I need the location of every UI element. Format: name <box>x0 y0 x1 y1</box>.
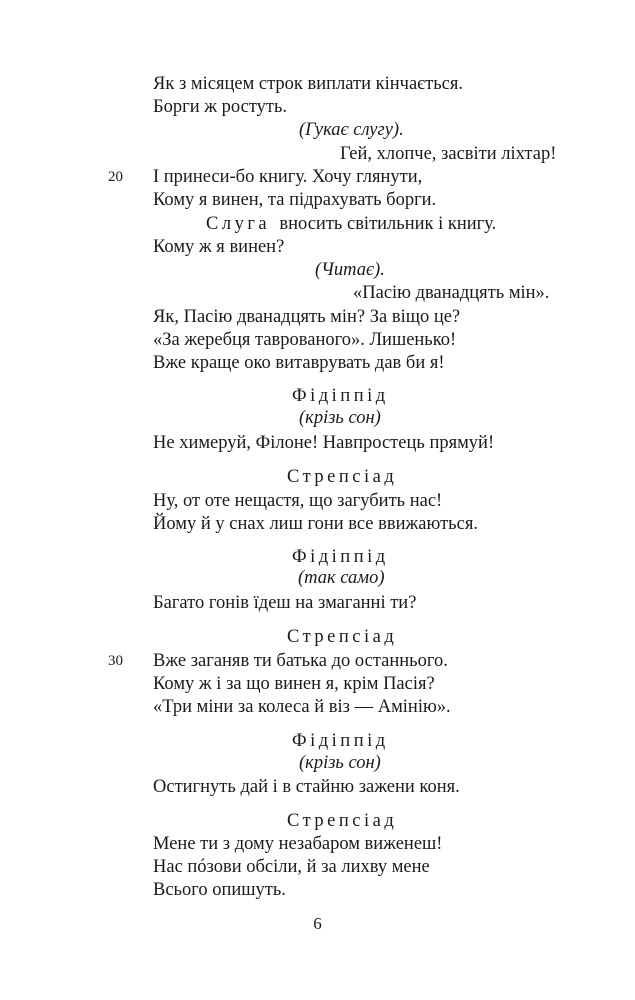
verse-line: Кому я винен, та підрахувать борги. <box>153 190 437 210</box>
stage-direction <box>206 213 496 235</box>
stage-direction: (крізь сон) <box>299 753 381 773</box>
verse-line: Мене ти з дому незабаром виженеш! <box>153 834 443 854</box>
verse-line: Борги ж ростуть. <box>153 97 288 117</box>
verse-line: Кому ж і за що винен я, крім Пасія? <box>153 674 435 694</box>
line-number: 20 <box>108 169 123 185</box>
verse-line: Багато гонів їдеш на змаганні ти? <box>153 593 417 613</box>
line-number: 30 <box>108 653 123 669</box>
stage-direction: (Гукає слугу). <box>299 120 404 140</box>
stage-direction: (так само) <box>298 568 385 588</box>
verse-line: «Три міни за колеса й віз — Амінію». <box>153 697 451 717</box>
verse-line: Вже краще око витаврувать дав би я! <box>153 353 445 373</box>
verse-line: Як з місяцем строк виплати кінчається. <box>153 74 463 94</box>
verse-line: Нас пóзови обсіли, й за лихву мене <box>153 857 430 877</box>
verse-line: Остигнуть дай і в стайню зажени коня. <box>153 777 460 797</box>
speaker-name: Фідіппід <box>292 731 389 751</box>
speaker-name: Стрепсіад <box>287 627 398 647</box>
verse-line: Не химеруй, Філоне! Навпростець прямуй! <box>153 433 495 453</box>
speaker-name: Стрепсіад <box>287 467 398 487</box>
verse-line: Як, Пасію дванадцять мін? За віщо це? <box>153 307 461 327</box>
verse-line: Кому ж я винен? <box>153 237 285 257</box>
speaker-name: Фідіппід <box>292 386 389 406</box>
verse-line: «Пасію дванадцять мін». <box>353 283 550 303</box>
verse-line: Гей, хлопче, засвіти ліхтар! <box>340 144 557 164</box>
character-name: Слуга <box>206 214 271 234</box>
page-number: 6 <box>313 914 322 933</box>
stage-direction-text: вносить світильник і книгу. <box>279 214 497 234</box>
stage-direction: (крізь сон) <box>299 408 381 428</box>
verse-line: І принеси-бо книгу. Хочу глянути, <box>153 167 423 187</box>
verse-line: Всього опишуть. <box>153 880 286 900</box>
verse-line: Йому й у снах лиш гони все ввижаються. <box>153 514 478 534</box>
speaker-name: Фідіппід <box>292 547 389 567</box>
verse-line: Ну, от оте нещастя, що загубить нас! <box>153 491 443 511</box>
stage-direction: (Читає). <box>315 260 385 280</box>
verse-line: «За жеребця таврованого». Лишенько! <box>153 330 457 350</box>
speaker-name: Стрепсіад <box>287 811 398 831</box>
verse-line: Вже заганяв ти батька до останнього. <box>153 651 448 671</box>
